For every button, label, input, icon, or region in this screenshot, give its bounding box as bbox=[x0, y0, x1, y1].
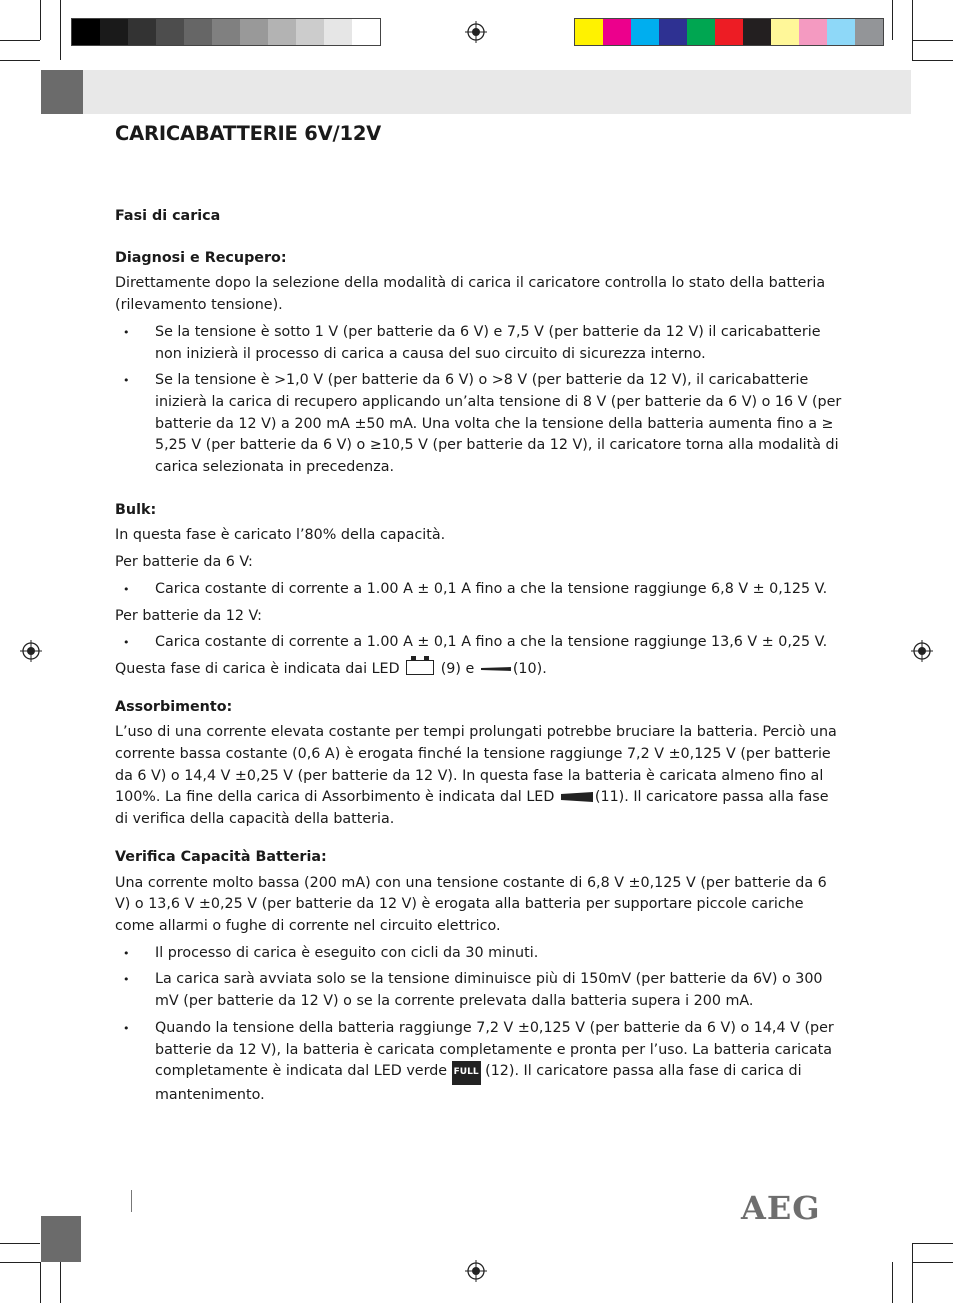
header-band bbox=[41, 70, 911, 114]
list-item-text: (12). Il caricatore passa alla fase di carica di mantenimento. bbox=[155, 1063, 802, 1103]
color-swatch bbox=[799, 19, 827, 45]
list-item: • Il processo di carica è eseguito con cicli da 30 minuti. bbox=[115, 943, 845, 965]
section-heading-diagnosi: Diagnosi e Recupero: bbox=[115, 249, 287, 266]
color-swatch bbox=[324, 19, 352, 45]
crop-mark bbox=[0, 1262, 40, 1263]
color-swatch bbox=[659, 19, 687, 45]
manual-content bbox=[115, 206, 845, 1112]
crop-mark bbox=[892, 0, 893, 40]
crop-mark bbox=[912, 40, 953, 41]
color-swatch bbox=[72, 19, 100, 45]
color-swatch bbox=[715, 19, 743, 45]
color-swatch bbox=[128, 19, 156, 45]
page-title: CARICABATTERIE 6V/12V bbox=[115, 122, 382, 145]
battery-icon bbox=[406, 660, 434, 675]
crop-mark bbox=[912, 0, 913, 60]
list-item: • Se la tensione è sotto 1 V (per batterie da 6 V) e 7,5 V (per batterie da 12 V) il caricabatterie non inizierà il processo di carica a causa del suo circuito di sicurezza interno. bbox=[115, 322, 845, 365]
diagnosi-list bbox=[115, 322, 845, 479]
color-swatch bbox=[268, 19, 296, 45]
footer-tab bbox=[41, 1216, 81, 1262]
led-text: (9) e bbox=[440, 660, 475, 677]
assorbimento-text-part: (11). Il caricatore passa alla fase di verifica della capacità della batteria. bbox=[115, 789, 829, 828]
color-swatch bbox=[827, 19, 855, 45]
assorbimento-text bbox=[115, 722, 845, 831]
color-swatch bbox=[771, 19, 799, 45]
list-item: • Carica costante di corrente a 1.00 A ± 0,1 A fino a che la tensione raggiunge 6,8 V ± 0,125 V. bbox=[115, 579, 845, 601]
bulk-line: In questa fase è caricato l’80% della capacità. bbox=[115, 527, 446, 544]
crop-mark bbox=[0, 40, 40, 41]
registration-mark-icon bbox=[465, 1260, 487, 1282]
list-item bbox=[115, 1018, 845, 1107]
crop-mark bbox=[912, 1262, 953, 1263]
list-item: • La carica sarà avviata solo se la tensione diminuisce più di 150mV (per batterie da 6V) o 300 mV (per batterie da 12 V) o se la corrente prelevata dalla batteria supera i 200 mA. bbox=[115, 969, 845, 1012]
grayscale-strip bbox=[71, 18, 381, 46]
color-swatch bbox=[212, 19, 240, 45]
color-strip bbox=[574, 18, 884, 46]
brand-logo: AEG bbox=[741, 1189, 821, 1227]
color-swatch bbox=[631, 19, 659, 45]
section-heading-fasi: Fasi di carica bbox=[115, 208, 221, 224]
registration-mark-icon bbox=[465, 21, 487, 43]
crop-mark bbox=[60, 0, 61, 60]
registration-mark-icon bbox=[20, 640, 42, 662]
color-swatch bbox=[184, 19, 212, 45]
section-heading-assorbimento: Assorbimento: bbox=[115, 698, 233, 715]
crop-mark bbox=[892, 1262, 893, 1303]
list-item-text: Quando la tensione della batteria raggiunge 7,2 V ±0,125 V (per batterie da 6 V) o 14,4 V (per batterie da 12 V), la batteria è caricata completamente e pronta per l’uso. La batteria caricata completamente è indicata dal LED verde bbox=[155, 1019, 834, 1080]
color-swatch bbox=[687, 19, 715, 45]
crop-mark bbox=[912, 60, 953, 61]
color-swatch bbox=[156, 19, 184, 45]
bulk-line: Per batterie da 12 V: bbox=[115, 607, 262, 624]
header-tab bbox=[41, 70, 83, 114]
list-item: • Se la tensione è >1,0 V (per batterie da 6 V) o >8 V (per batterie da 12 V), il caricabatterie inizierà la carica di recupero applicando un’alta tensione di 8 V (per batterie da 6 V) o 16 V (per batterie da 12 V) a 200 mA ±50 mA. Una volta che la tensione della batteria aumenta fino a ≥ 5,25 V (per batterie da 6 V) o ≥10,5 V (per batterie da 12 V), il caricatore torna alla modalità di carica selezionata in precedenza. bbox=[115, 370, 845, 479]
verifica-intro: Una corrente molto bassa (200 mA) con una tensione costante di 6,8 V ±0,125 V (per batterie da 6 V) o 13,6 V ±0,25 V (per batterie da 12 V) è erogata alla batteria per supportare piccole cariche come allarmi o fughe di corrente nel circuito elettrico. bbox=[115, 874, 827, 934]
list-item: • Carica costante di corrente a 1.00 A ± 0,1 A fino a che la tensione raggiunge 13,6 V ± 0,25 V. bbox=[115, 632, 845, 654]
led-text: (10). bbox=[512, 660, 547, 677]
color-swatch bbox=[240, 19, 268, 45]
assorbimento-text-part: L’uso di una corrente elevata costante per tempi prolungati potrebbe bruciare la batteria. Perciò una corrente bassa costante (0,6 A) è erogata finché la tensione raggiunge 7,2 V ±0,125 V (per batterie da 6 V) o 14,4 V ±0,25 V (per batterie da 12 V). In questa fase la batteria è caricata almeno fino al 100%. La fine della carica di Assorbimento è indicata dal LED bbox=[115, 724, 837, 806]
bulk-led-line bbox=[115, 659, 845, 681]
bulk-list-6v bbox=[115, 579, 845, 601]
color-swatch bbox=[296, 19, 324, 45]
verifica-list bbox=[115, 943, 845, 1107]
bulk-list-12v bbox=[115, 632, 845, 654]
color-swatch bbox=[603, 19, 631, 45]
color-swatch bbox=[855, 19, 883, 45]
charge-level-low-icon bbox=[481, 665, 511, 673]
color-swatch bbox=[100, 19, 128, 45]
crop-mark bbox=[912, 1243, 913, 1303]
led-text: Questa fase di carica è indicata dai LED bbox=[115, 660, 400, 677]
bulk-line: Per batterie da 6 V: bbox=[115, 554, 253, 571]
section-heading-bulk: Bulk: bbox=[115, 501, 157, 518]
section-heading-verifica: Verifica Capacità Batteria: bbox=[115, 848, 327, 865]
full-led-icon: FULL bbox=[452, 1061, 481, 1085]
color-swatch bbox=[352, 19, 380, 45]
color-swatch bbox=[575, 19, 603, 45]
registration-mark-icon bbox=[911, 640, 933, 662]
color-swatch bbox=[743, 19, 771, 45]
crop-mark bbox=[40, 0, 41, 40]
footer-divider bbox=[131, 1190, 132, 1212]
crop-mark bbox=[40, 1262, 41, 1303]
crop-mark bbox=[0, 60, 40, 61]
diagnosi-intro: Direttamente dopo la selezione della modalità di carica il caricatore controlla lo stato della batteria (rilevamento tensione). bbox=[115, 275, 826, 314]
crop-mark bbox=[912, 1243, 953, 1244]
charge-level-high-icon bbox=[561, 791, 593, 803]
crop-mark bbox=[0, 1243, 40, 1244]
